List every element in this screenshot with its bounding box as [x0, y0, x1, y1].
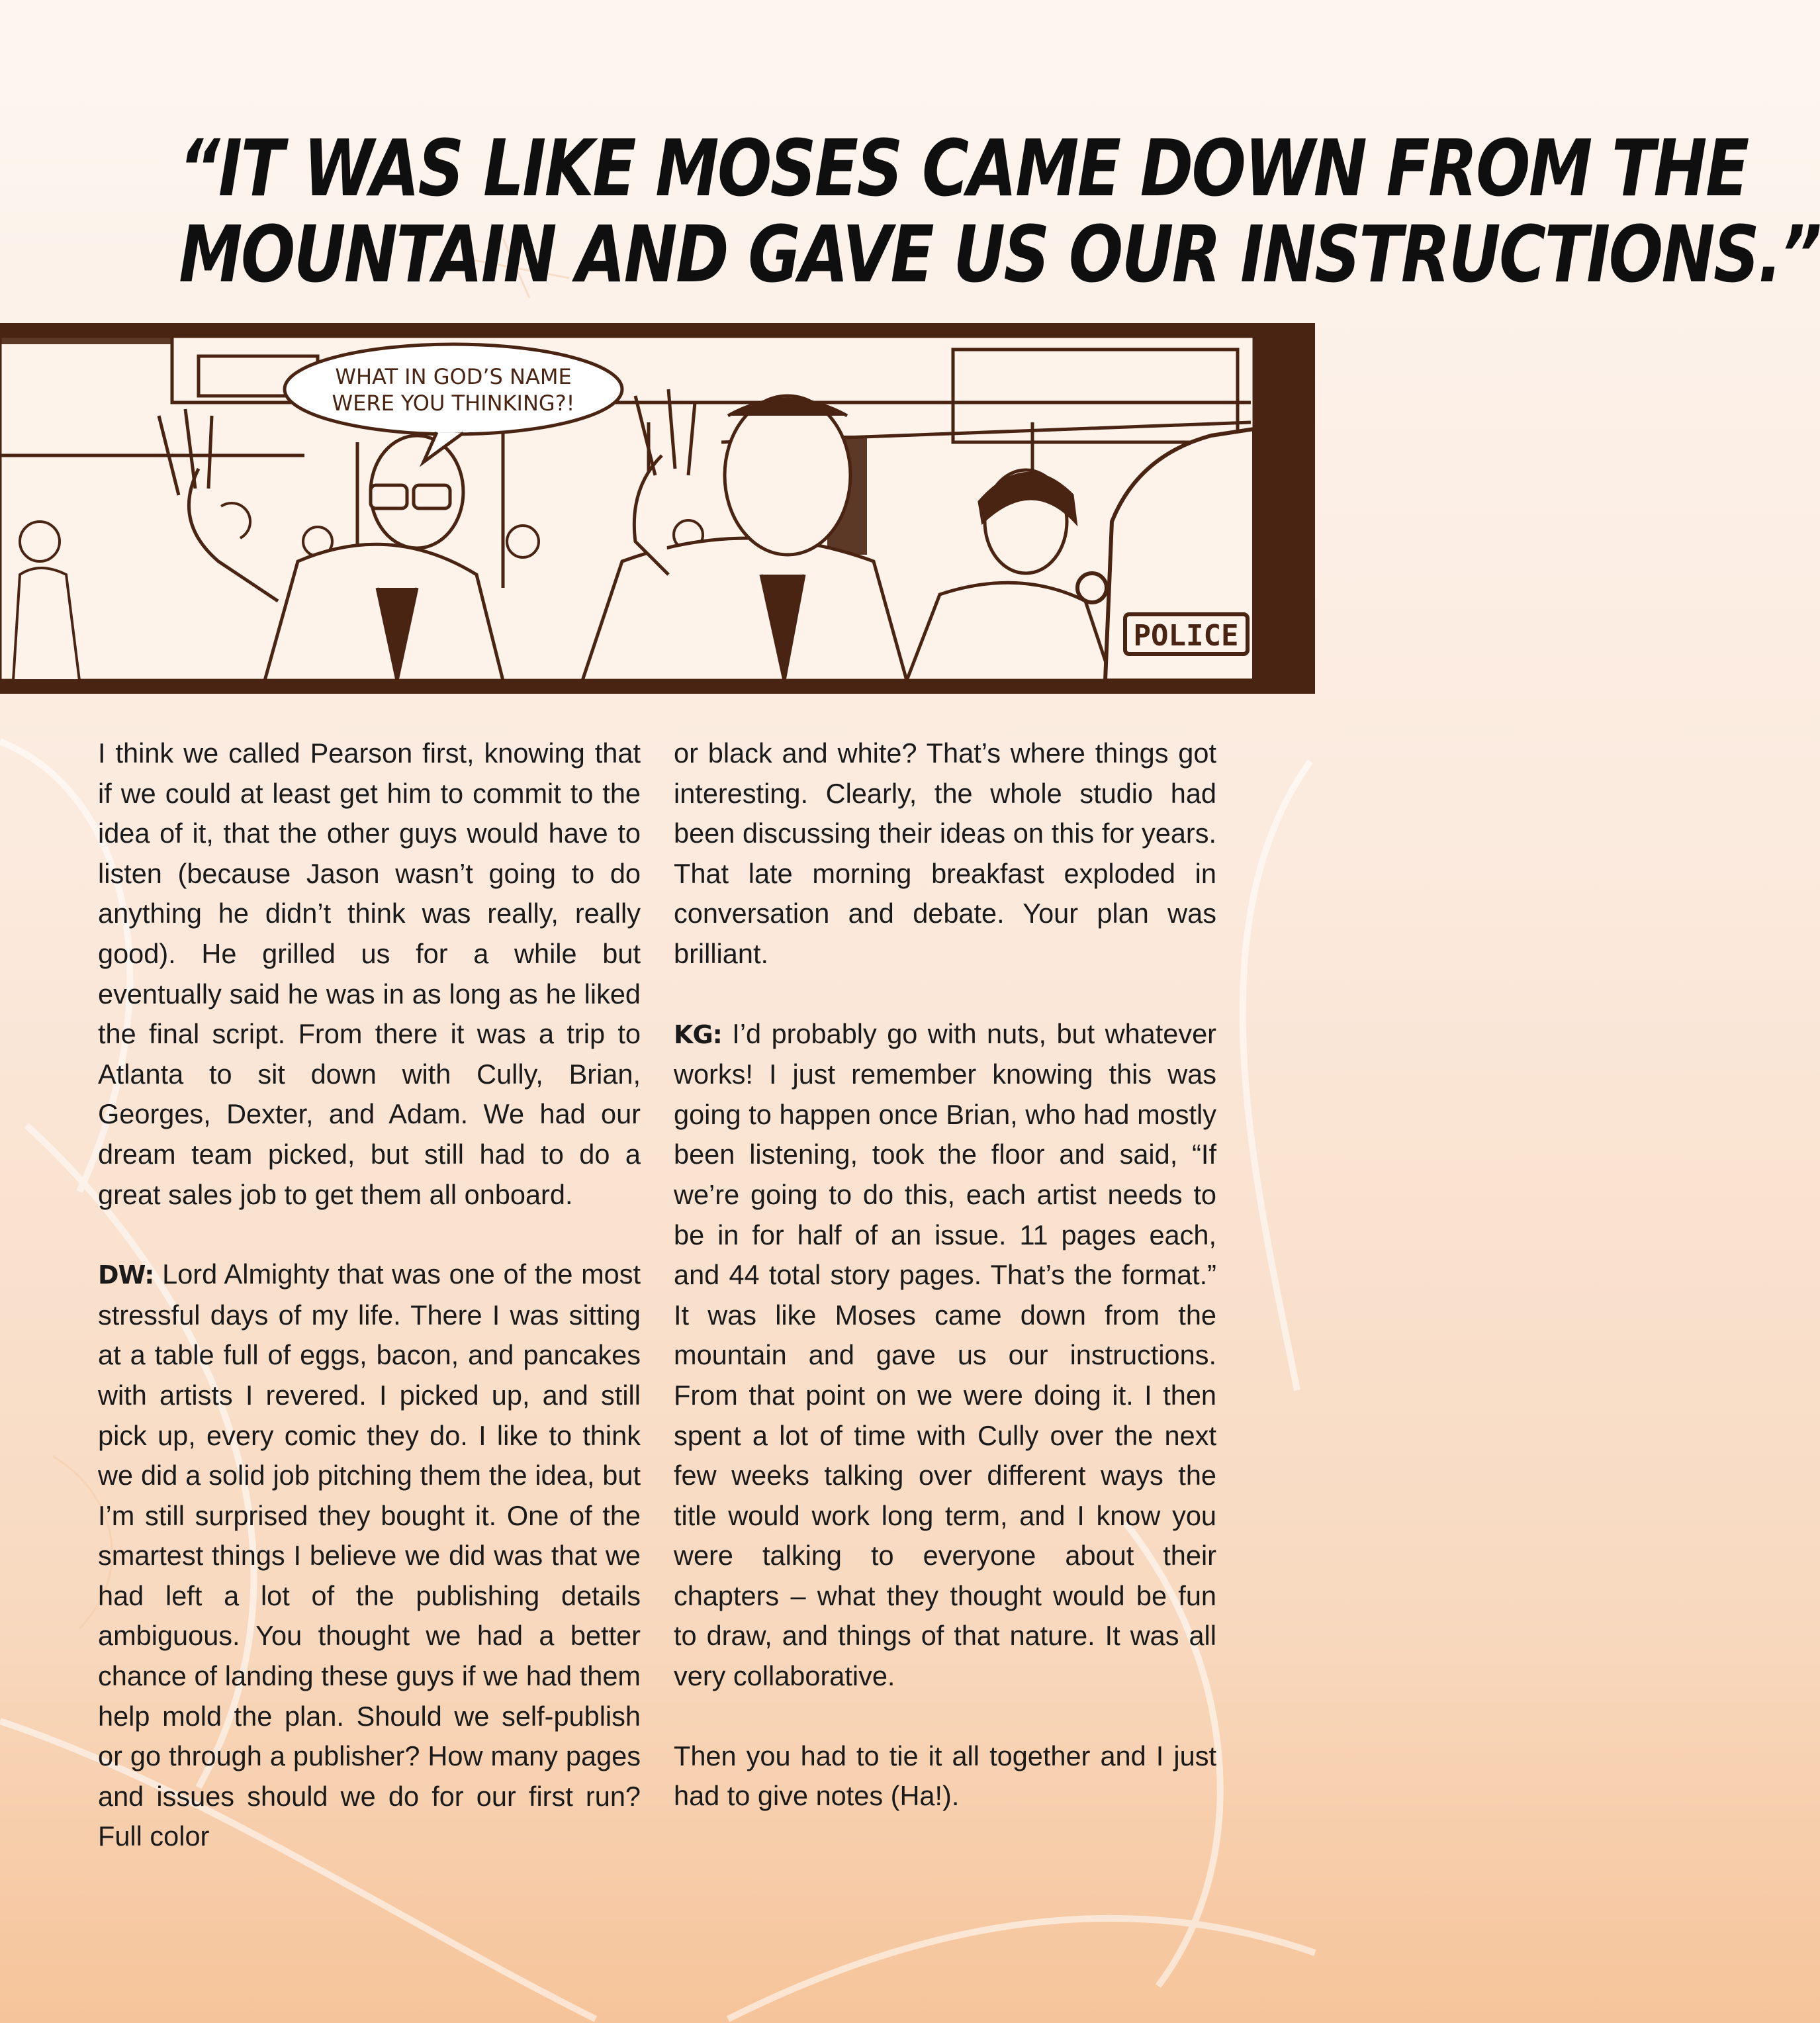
speech-line-2: WERE YOU THINKING?! [332, 391, 575, 416]
headline-line-1: “IT WAS LIKE MOSES CAME DOWN FROM THE [179, 122, 1748, 214]
paragraph-text: I think we called Pearson first, knowing that if we could at least get him to commit to the idea of it, that the other guys would have to listen (because Jason wasn’t going to do anything he didn’t think was really, really good). He grilled us for a while but eventually said he was in as long as he liked the final script. From there it was a trip to Atlanta to sit down with Cully, Brian, Georges, Dexter, and Adam. We had our dream team picked, but still had to do a great sales job to get them all onboard. [98, 737, 641, 1210]
paragraph-text: I’d probably go with nuts, but whatever works! I just remember knowing this was going to happen once Brian, who had mostly been listening, took the floor and said, “If we’re going to do this, each artist needs to be in for half of an issue. 11 pages each, and 44 total story pages. That’s the format.” It was like Moses came down from the mountain and gave us our instructions. From that point on we were doing it. I then spent a lot of time with Cully over the next few weeks talking over different ways the title would work long term, and I know you were talking to everyone about their chapters – what they thought would be fun to draw, and things of that nature. It was all very collaborative. [674, 1017, 1216, 1692]
paragraph [98, 1254, 641, 1857]
headline [179, 122, 1820, 301]
paragraph-text: or black and white? That’s where things got interesting. Clearly, the whole studio had been discussing their ideas on this for years. That late morning breakfast exploded in conversation and debate. Your plan was brilliant. [674, 737, 1216, 969]
headline-line-2: MOUNTAIN AND GAVE US OUR INSTRUCTIONS.” [179, 209, 1820, 301]
comic-panel [0, 323, 1315, 694]
comic-panel-art [0, 323, 1315, 694]
paragraph-text: Then you had to tie it all together and I just had to give notes (Ha!). [674, 1740, 1216, 1812]
speaker-label: DW: [98, 1260, 154, 1290]
right-column [674, 733, 1216, 1816]
paragraph [674, 1014, 1216, 1697]
paragraph-text: Lord Almighty that was one of the most stressful days of my life. There I was sitting at a table full of eggs, bacon, and pancakes with artists I revered. I picked up, and still pick up, every comic they do. I like to think we did a solid job pitching them the idea, but I’m still surprised they bought it. One of the smartest things I believe we did was that we had left a lot of the publishing details ambiguous. You thought we had a better chance of landing these guys if we had them help mold the plan. Should we self-publish or go through a publisher? How many pages and issues should we do for our first run? Full color [98, 1258, 641, 1852]
paragraph [674, 1736, 1216, 1816]
speaker-label: KG: [674, 1019, 722, 1049]
paragraph [674, 733, 1216, 974]
paragraph [98, 733, 641, 1215]
speech-balloon [285, 344, 622, 434]
article-body [98, 733, 1216, 1905]
left-column [98, 733, 641, 1857]
speech-line-1: WHAT IN GOD’S NAME [335, 364, 572, 389]
police-car-label: POLICE [1133, 619, 1239, 653]
